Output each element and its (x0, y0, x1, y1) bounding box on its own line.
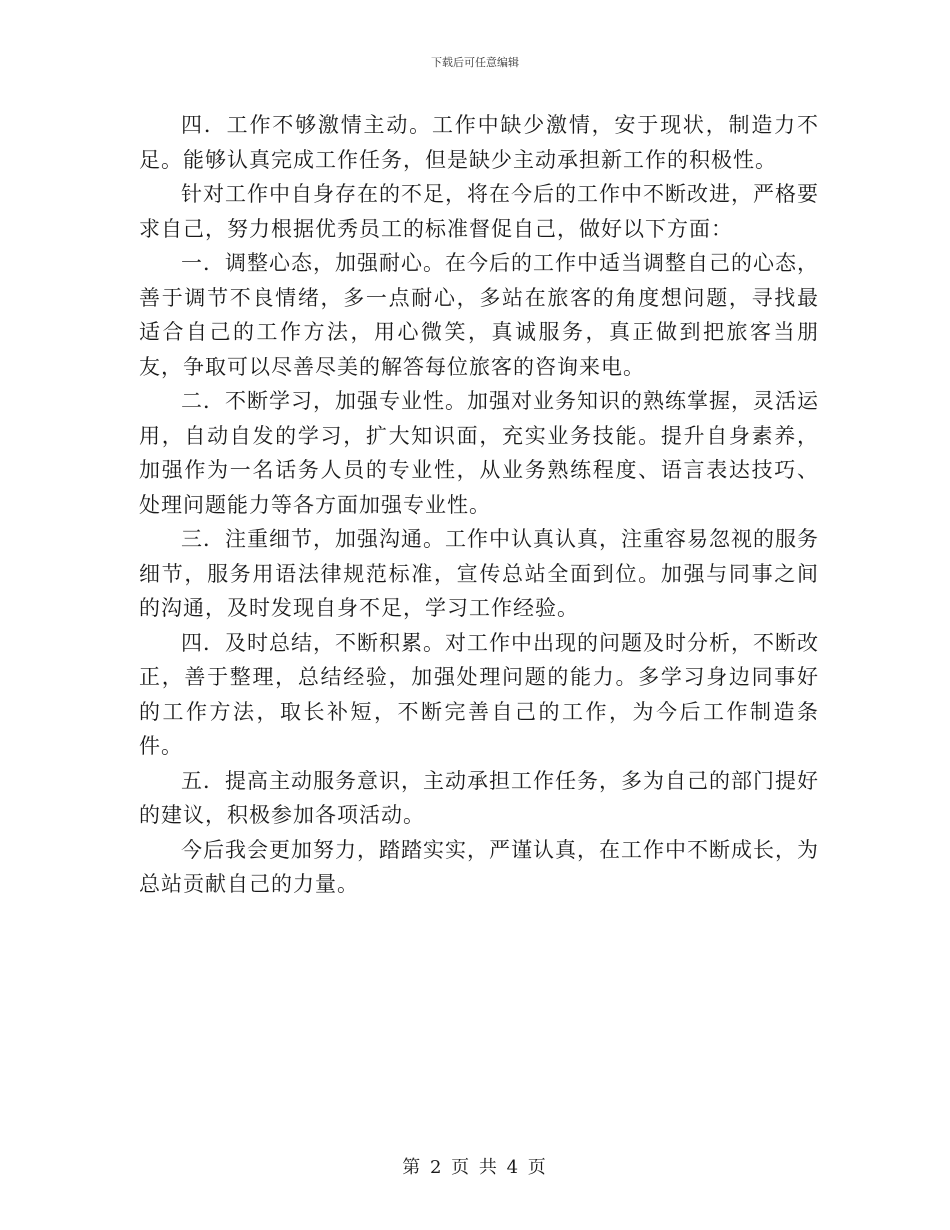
document-body (139, 108, 819, 902)
footer-current-page: 2 (429, 1157, 444, 1178)
footer-middle: 页 共 (451, 1157, 499, 1178)
page-footer (0, 1153, 950, 1179)
paragraph-item-1: 一．调整心态，加强耐心。在今后的工作中适当调整自己的心态，善于调节不良情绪，多一点耐心，多站在旅客的角度想问题，寻找最适合自己的工作方法，用心微笑，真诚服务，真正做到把旅客当朋友，争取可以尽善尽美的解答每位旅客的咨询来电。 (139, 251, 819, 379)
paragraph-item-5: 五．提高主动服务意识，主动承担工作任务，多为自己的部门提好的建议，积极参加各项活动。 (139, 768, 819, 827)
paragraph-item-4: 四．及时总结，不断积累。对工作中出现的问题及时分析，不断改正，善于整理，总结经验，加强处理问题的能力。多学习身边同事好的工作方法，取长补短，不断完善自己的工作，为今后工作制造条件。 (139, 630, 819, 758)
footer-suffix: 页 (527, 1157, 548, 1178)
paragraph-item-3: 三．注重细节，加强沟通。工作中认真认真，注重容易忽视的服务细节，服务用语法律规范标准，宣传总站全面到位。加强与同事之间的沟通，及时发现自身不足，学习工作经验。 (139, 527, 819, 620)
paragraph-item-2: 二．不断学习，加强专业性。加强对业务知识的熟练掌握，灵活运用，自动自发的学习，扩大知识面，充实业务技能。提升自身素养，加强作为一名话务人员的专业性，从业务熟练程度、语言表达技巧、处理问题能力等各方面加强专业性。 (139, 389, 819, 517)
paragraph-improvement-intro: 针对工作中自身存在的不足，将在今后的工作中不断改进，严格要求自己，努力根据优秀员工的标准督促自己，做好以下方面： (139, 182, 819, 241)
paragraph-shortcoming-4: 四．工作不够激情主动。工作中缺少激情，安于现状，制造力不足。能够认真完成工作任务，但是缺少主动承担新工作的积极性。 (139, 113, 819, 172)
footer-prefix: 第 (402, 1157, 423, 1178)
page-header-note: 下载后可任意编辑 (431, 56, 519, 69)
footer-total-pages: 4 (506, 1157, 521, 1178)
paragraph-closing: 今后我会更加努力，踏踏实实，严谨认真，在工作中不断成长，为总站贡献自己的力量。 (139, 837, 819, 896)
